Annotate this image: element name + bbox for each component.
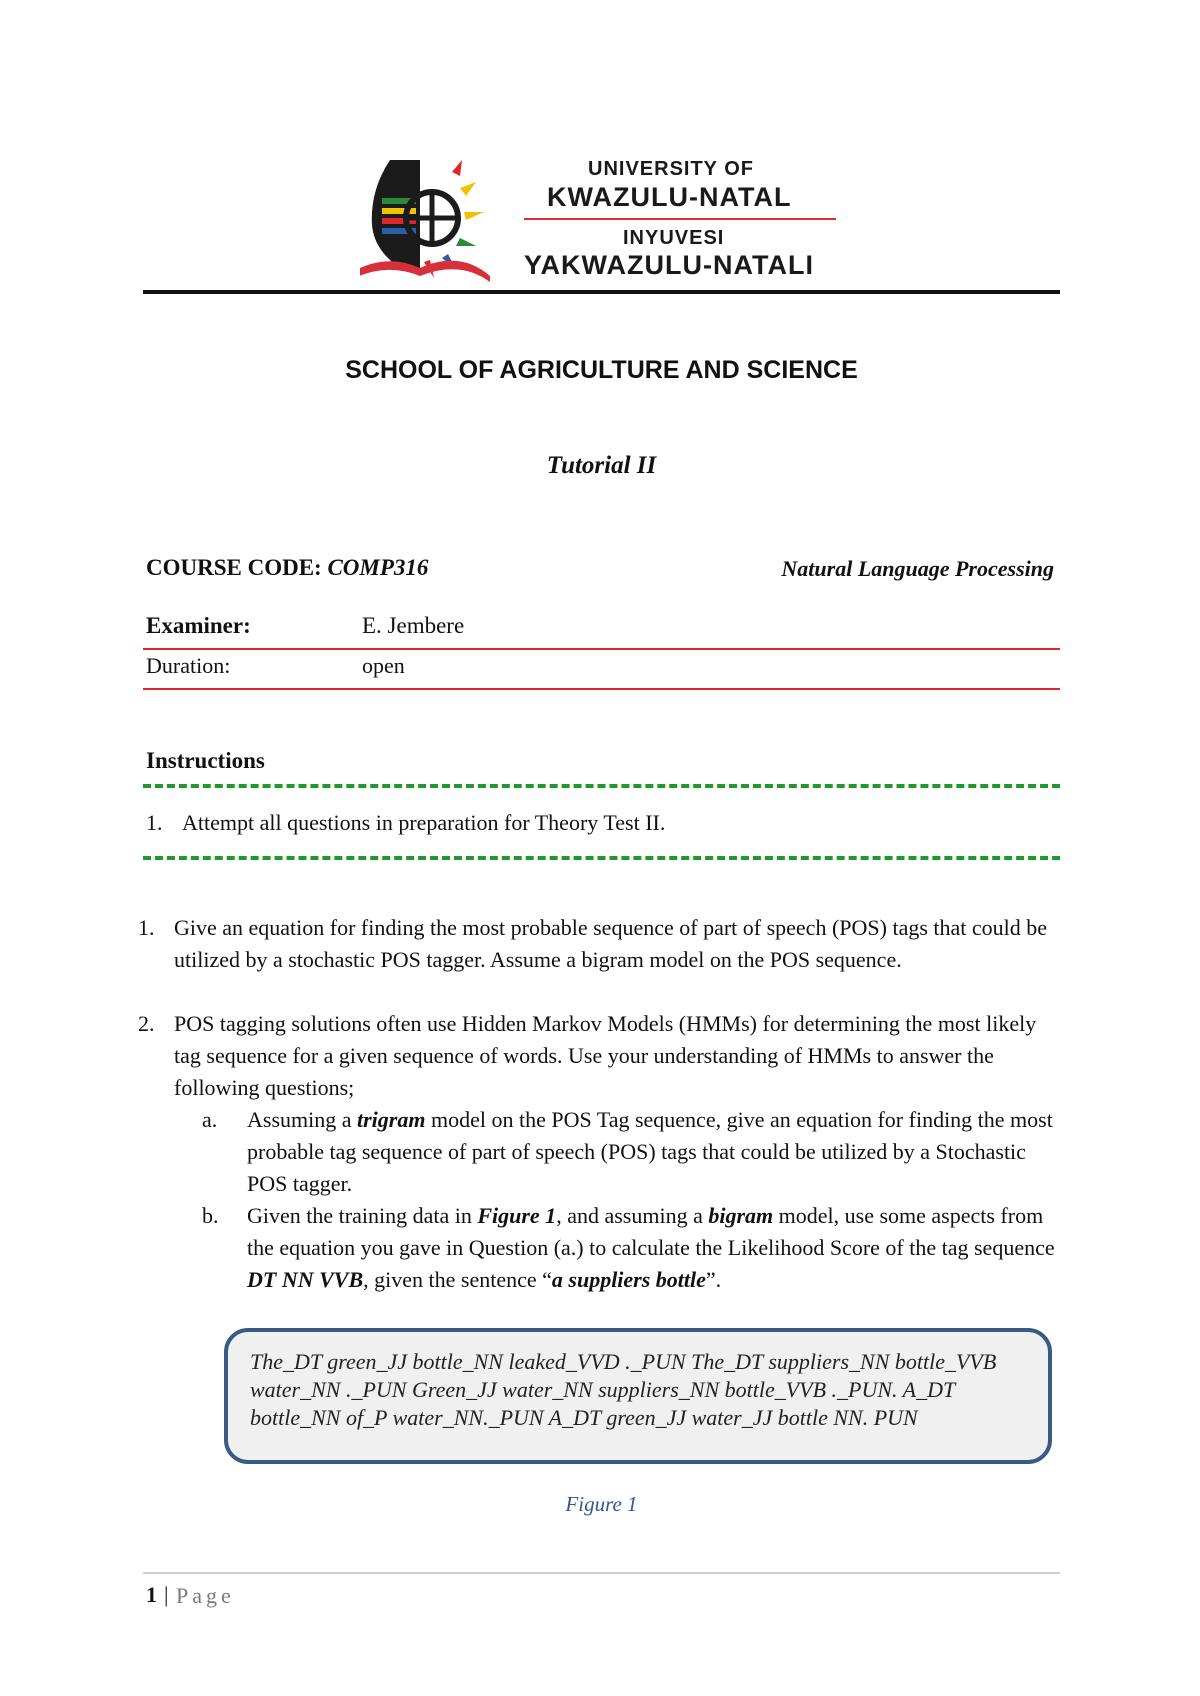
emphasis-figure-ref: Figure 1 bbox=[477, 1203, 557, 1228]
examiner-label: Examiner: bbox=[146, 613, 251, 638]
text-run: model on the POS Tag sequence, give an equation for finding the most probable tag sequence of part of speech (POS) tags that could be utilized by a Stochastic POS tagger. bbox=[247, 1107, 1053, 1196]
logo-text-kwazulu-natal: KWAZULU-NATAL bbox=[547, 182, 792, 212]
logo-divider bbox=[524, 218, 836, 220]
question-1-number: 1. bbox=[138, 915, 155, 940]
page-number: 1 bbox=[146, 1582, 157, 1607]
emphasis-sentence: a suppliers bottle bbox=[551, 1267, 706, 1292]
question-2b-number: b. bbox=[202, 1203, 219, 1228]
header-rule bbox=[143, 290, 1060, 294]
table-rule bbox=[143, 688, 1060, 690]
course-code-row bbox=[146, 555, 428, 581]
text-run: , given the sentence “ bbox=[363, 1267, 552, 1292]
course-code-label: COURSE CODE: bbox=[146, 555, 328, 580]
dashed-divider bbox=[143, 784, 1060, 788]
instruction-number: 1. bbox=[146, 810, 163, 835]
logo-text-university-of: UNIVERSITY OF bbox=[588, 158, 754, 180]
question-2a-text bbox=[247, 1104, 1067, 1200]
school-title: SCHOOL OF AGRICULTURE AND SCIENCE bbox=[345, 356, 858, 384]
course-code-value: COMP316 bbox=[327, 555, 429, 580]
logo-text-yakwazulu-natali: YAKWAZULU-NATALI bbox=[524, 250, 814, 280]
text-run: model, use some aspects from the equation you gave in Question (a.) to calculate the Likelihood Score of the tag sequence bbox=[247, 1203, 1055, 1260]
tutorial-title: Tutorial II bbox=[546, 452, 657, 479]
question-2a-number: a. bbox=[202, 1107, 218, 1132]
table-rule bbox=[143, 648, 1060, 650]
question-2-text: POS tagging solutions often use Hidden Markov Models (HMMs) for determining the most likely tag sequence for a given sequence of words. Use your understanding of HMMs to answer the following questions; bbox=[174, 1011, 1037, 1100]
instruction-text: Attempt all questions in preparation for Theory Test II. bbox=[182, 810, 666, 835]
question-2-number: 2. bbox=[138, 1011, 155, 1036]
question-1-text: Give an equation for finding the most probable sequence of part of speech (POS) tags that could be utilized by a stochastic POS tagger. Assume a bigram model on the POS sequence. bbox=[174, 915, 1048, 972]
emphasis-trigram: trigram bbox=[357, 1107, 426, 1132]
logo-text-inyuvesi: INYUVESI bbox=[623, 227, 725, 249]
text-run: ”. bbox=[705, 1267, 722, 1292]
figure-caption: Figure 1 bbox=[565, 1492, 638, 1516]
text-run: Assuming a bbox=[247, 1107, 357, 1132]
text-run: , and assuming a bbox=[556, 1203, 709, 1228]
figure-1-box bbox=[224, 1328, 1052, 1464]
page-separator: | bbox=[164, 1582, 169, 1607]
duration-value: open bbox=[362, 653, 405, 678]
question-2b-text bbox=[247, 1200, 1067, 1296]
page-label: Page bbox=[176, 1583, 235, 1608]
text-run: Given the training data in bbox=[247, 1203, 478, 1228]
emphasis-tag-sequence: DT NN VVB bbox=[247, 1267, 364, 1292]
emphasis-bigram: bigram bbox=[708, 1203, 774, 1228]
course-name: Natural Language Processing bbox=[781, 556, 1054, 581]
duration-label: Duration: bbox=[146, 653, 231, 678]
university-crest-logo bbox=[360, 150, 530, 290]
instructions-heading: Instructions bbox=[146, 748, 265, 773]
examiner-value: E. Jembere bbox=[362, 613, 465, 638]
dashed-divider bbox=[143, 856, 1060, 860]
footer-rule bbox=[143, 1572, 1060, 1574]
figure-1-training-data: The_DT green_JJ bottle_NN leaked_VVD ._PUN The_DT suppliers_NN bottle_VVB water_NN ._PUN Green_JJ water_NN suppliers_NN bottle_VVB ._PUN. A_DT bottle_NN of_P water_NN._PUN A_DT green_JJ water_JJ bottle NN. PUN bbox=[250, 1349, 997, 1430]
